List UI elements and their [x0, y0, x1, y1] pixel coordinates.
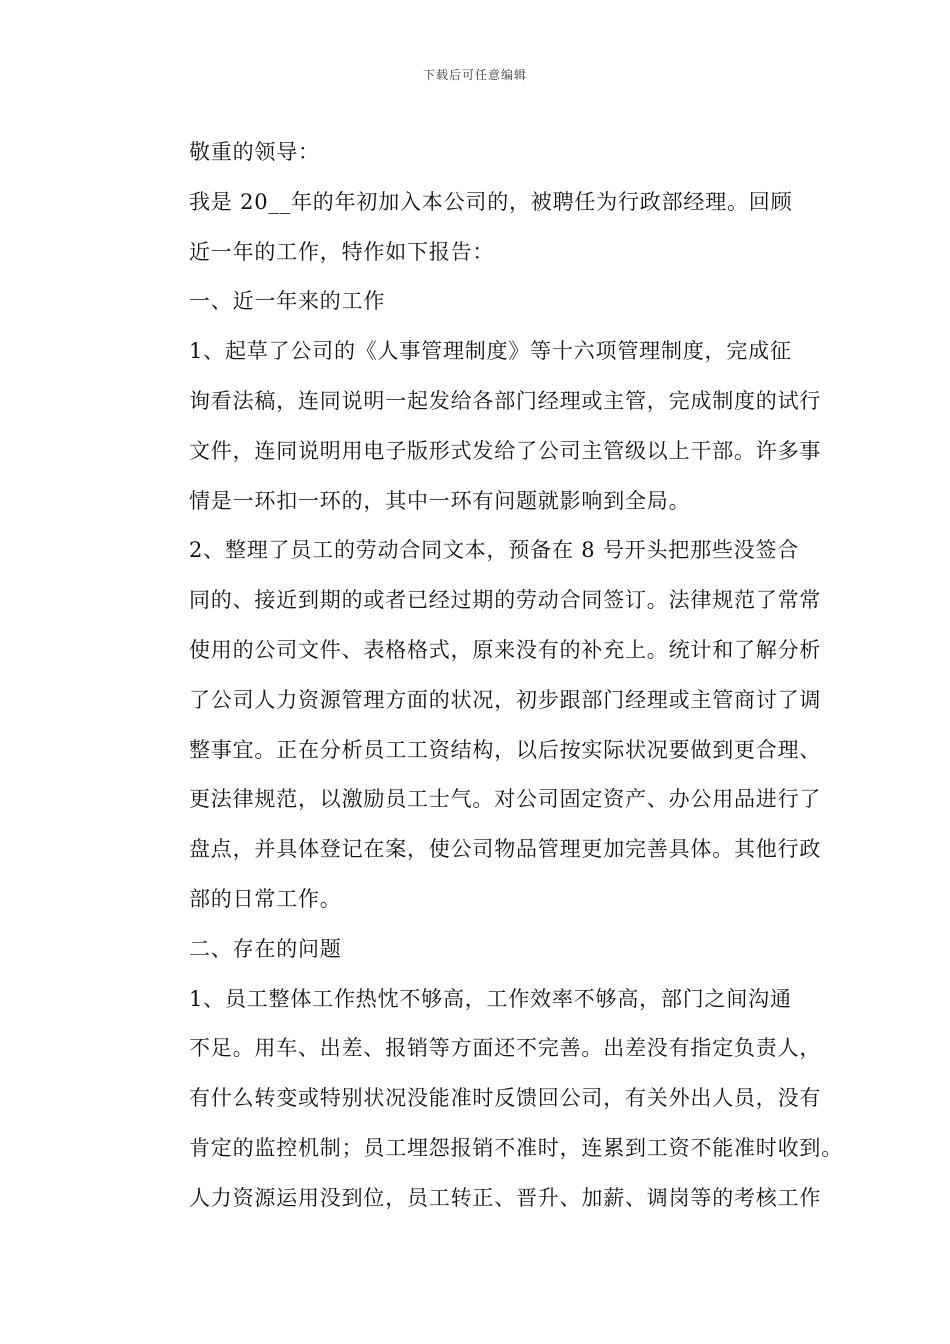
- paragraph-item-1: [145, 327, 825, 526]
- header-note: 下载后可任意编辑: [422, 68, 527, 82]
- text-line: 1、员工整体工作热忱不够高，工作效率不够高，部门之间沟通: [189, 986, 792, 1011]
- text-line: 询看法稿，连同说明一起发给各部门经理或主管，完成制度的试行: [189, 388, 822, 413]
- text-line: 近一年的工作，特作如下报告：: [189, 239, 495, 264]
- text-line: 肯定的监控机制；员工埋怨报销不准时，连累到工资不能准时收到。: [189, 1135, 843, 1160]
- text-line: 盘点，并具体登记在案，使公司物品管理更加完善具体。其他行政: [189, 837, 822, 862]
- paragraph-item-2: [145, 526, 825, 924]
- text-line: 整事宜。正在分析员工工资结构，以后按实际状况要做到更合理、: [189, 737, 822, 762]
- text-line: 了公司人力资源管理方面的状况，初步跟部门经理或主管商讨了调: [189, 687, 822, 712]
- text-line: 敬重的领导：: [189, 140, 320, 164]
- text-line: 不足。用车、出差、报销等方面还不完善。出差没有指定负责人，: [189, 1036, 822, 1061]
- document-body: [145, 128, 843, 1224]
- text-line: 情是一环扣一环的，其中一环有问题就影响到全局。: [189, 488, 691, 513]
- paragraph-salutation: [145, 128, 825, 178]
- text-line: 人力资源运用没到位，员工转正、晋升、加薪、调岗等的考核工作: [189, 1185, 822, 1210]
- text-line: 有什么转变或特别状况没能准时反馈回公司，有关外出人员，没有: [189, 1086, 822, 1111]
- text-line: 同的、接近到期的或者已经过期的劳动合同签订。法律规范了常常: [189, 588, 822, 613]
- section-heading: [145, 277, 825, 327]
- text-line: 更法律规范，以激励员工士气。对公司固定资产、办公用品进行了: [189, 787, 822, 812]
- text-line: 2、整理了员工的劳动合同文本，预备在 8 号开头把那些没签合: [189, 538, 800, 563]
- text-line: 二、存在的问题: [189, 936, 342, 961]
- text-line: 1、起草了公司的《人事管理制度》等十六项管理制度，完成征: [189, 339, 792, 364]
- text-line: 一、近一年来的工作: [189, 289, 386, 314]
- text-line: 使用的公司文件、表格格式，原来没有的补充上。统计和了解分析: [189, 637, 822, 662]
- paragraph-problem-1: [145, 975, 843, 1224]
- section-heading: [145, 925, 825, 975]
- text-line: 文件，连同说明用电子版形式发给了公司主管级以上干部。许多事: [189, 438, 822, 463]
- text-line: 部的日常工作。: [189, 886, 342, 911]
- text-line: 我是 20__年的年初加入本公司的，被聘任为行政部经理。回顾: [189, 189, 793, 214]
- paragraph-intro: [145, 178, 825, 278]
